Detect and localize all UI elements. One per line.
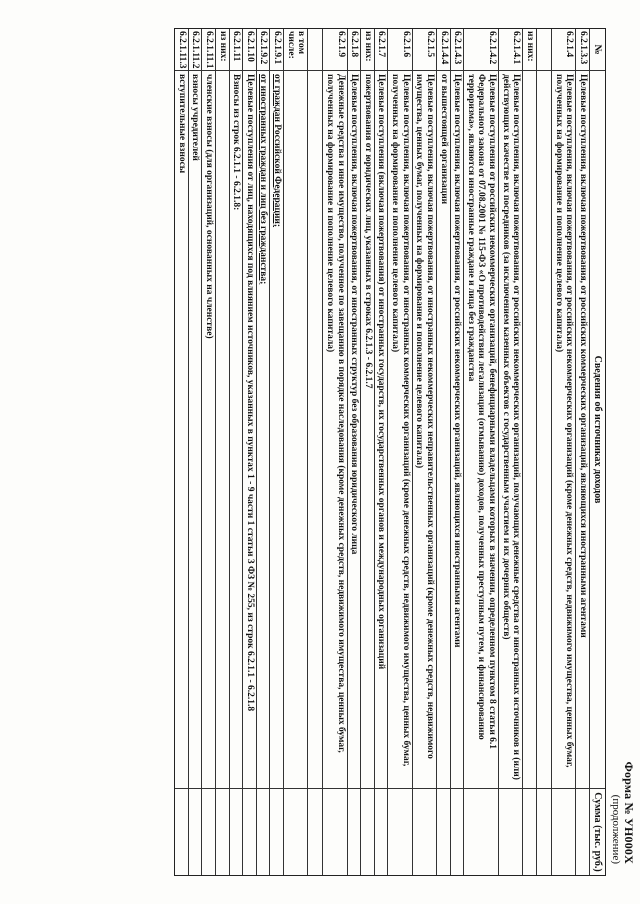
- row-number: 6.2.1.4: [552, 29, 575, 71]
- row-number: 6.2.1.9.1: [270, 29, 283, 71]
- row-number: 6.2.1.4.2: [464, 29, 498, 71]
- table-row: [436, 29, 450, 875]
- row-description: Целевые поступления, включая пожертвования, от российских некоммерческих организаций (кроме денежных средств, недвижимого имущества, ценных бумаг, полученных на формирование и пополнение целевого капитала): [552, 71, 575, 789]
- row-description: Целевые поступления, включая пожертвования, от российских некоммерческих организаций, являющихся иностранными агентами: [451, 71, 464, 789]
- table-row: [412, 29, 436, 875]
- row-sum-cell: [284, 789, 307, 875]
- table-row: [188, 29, 202, 875]
- table-row: [551, 29, 575, 875]
- row-description: Денежные средства и иное имущество, полученное по завещанию в порядке наследования (кроме денежных средств, недвижимого имущества, ценных бумаг, полученных на формирование и пополнение целевого капитала): [323, 71, 346, 789]
- row-sum-cell: [552, 789, 575, 875]
- row-description: от иностранных граждан и лиц без гражданства;: [257, 71, 270, 789]
- row-description: [284, 71, 307, 789]
- table-row: [201, 29, 215, 875]
- table-row: [450, 29, 464, 875]
- row-sum-cell: [499, 789, 522, 875]
- table-row: [522, 29, 536, 875]
- row-sum-cell: [175, 789, 188, 875]
- table-header-row: [589, 29, 605, 875]
- row-number: из них:: [361, 29, 374, 71]
- table-row: [387, 29, 411, 875]
- row-sum-cell: [523, 789, 536, 875]
- row-description: [537, 71, 551, 789]
- table-row: [283, 29, 307, 875]
- row-number: 6.2.1.11: [230, 29, 243, 71]
- row-sum-cell: [348, 789, 361, 875]
- row-number: 6.2.1.9: [323, 29, 346, 71]
- row-number: 6.2.1.4.1: [499, 29, 522, 71]
- row-sum-cell: [464, 789, 498, 875]
- row-number: 6.2.1.5: [413, 29, 436, 71]
- row-description: вступительные взносы: [175, 71, 188, 789]
- row-description: Целевые поступления, включая пожертвования, от иностранных структур без образования юридического лица: [348, 71, 361, 789]
- table-row: [360, 29, 374, 875]
- rotated-form-sheet: [80, 22, 640, 878]
- row-number: из них:: [523, 29, 536, 71]
- table-row: [347, 29, 361, 875]
- table-row: [256, 29, 270, 875]
- row-number: 6.2.1.11.2: [189, 29, 202, 71]
- row-description: Целевые поступления, включая пожертвования, от российских некоммерческих организаций, получающих денежные средства от иностранных источников и (или) действующих в качестве их посредников (за исключением казенных объектов с государственным участием и их дочерних обществ): [499, 71, 522, 789]
- row-description: пожертвования от юридических лиц, указанных в строках 6.2.1.3 - 6.2.1.7: [361, 71, 374, 789]
- table-row: [322, 29, 346, 875]
- row-number: 6.2.1.9.2: [257, 29, 270, 71]
- row-description: Взносы из строк 6.2.1.1 - 6.2.1.8:: [230, 71, 243, 789]
- row-description: Целевые поступления (включая пожертвования) от иностранных государств, их государственных органов и международных организаций: [375, 71, 388, 789]
- row-sum-cell: [537, 789, 551, 875]
- header-info: Сведения об источниках доходов: [590, 71, 605, 789]
- row-sum-cell: [576, 789, 589, 875]
- row-sum-cell: [202, 789, 215, 875]
- header-sum: Сумма (тыс. руб.): [592, 792, 603, 872]
- row-number: 6.2.1.3.3: [576, 29, 589, 71]
- header-number: №: [590, 29, 605, 71]
- row-number: 6.2.1.4.3: [451, 29, 464, 71]
- row-sum-cell: [375, 789, 388, 875]
- row-number: 6.2.1.6: [388, 29, 411, 71]
- row-sum-cell: [437, 789, 450, 875]
- row-sum-cell: [413, 789, 436, 875]
- row-sum-cell: [257, 789, 270, 875]
- row-number: [308, 29, 322, 71]
- row-description: [216, 71, 229, 789]
- row-description: Целевые поступления от лиц, находящихся под влиянием источников, указанных в пунктах 1 - 9 части 1 статьи 3 ФЗ № 255, из строк 6.2.1.1 - 6.2.1.8: [243, 71, 256, 789]
- table-row: [269, 29, 283, 875]
- row-description: взносы учредителей: [189, 71, 202, 789]
- row-description: [308, 71, 322, 789]
- table-row: [463, 29, 498, 875]
- row-description: членские взносы (для организаций, основанных на членстве): [202, 71, 215, 789]
- row-sum-cell: [361, 789, 374, 875]
- row-description: Целевые поступления, включая пожертвования, от иностранных коммерческих организаций (кроме денежных средств, недвижимого имущества, ценных бумаг, полученных на формирование и пополнение целевого капитала): [388, 71, 411, 789]
- row-sum-cell: [243, 789, 256, 875]
- row-description: от вышестоящей организации: [437, 71, 450, 789]
- row-number: 6.2.1.4.4: [437, 29, 450, 71]
- row-description: Целевые поступления, включая пожертвования, от российских коммерческих организаций, являющихся иностранными агентами: [576, 71, 589, 789]
- row-sum-cell: [189, 789, 202, 875]
- table-row: [575, 29, 589, 875]
- row-sum-cell: [323, 789, 346, 875]
- row-number: из них:: [216, 29, 229, 71]
- row-number: 6.2.1.10: [243, 29, 256, 71]
- row-number: [537, 29, 551, 71]
- table-row: [229, 29, 243, 875]
- table-row: [498, 29, 522, 875]
- row-number: 6.2.1.11.3: [175, 29, 188, 71]
- row-description: [523, 71, 536, 789]
- row-sum-cell: [230, 789, 243, 875]
- row-sum-cell: [308, 789, 322, 875]
- form-number: Форма № УН000Х: [622, 761, 636, 864]
- row-sum-cell: [270, 789, 283, 875]
- row-number: 6.2.1.8: [348, 29, 361, 71]
- row-description: от граждан Российской Федерации;: [270, 71, 283, 789]
- table-row: [175, 29, 188, 875]
- row-sum-cell: [451, 789, 464, 875]
- row-number: 6.2.1.11.1: [202, 29, 215, 71]
- row-description: Целевые поступления, включая пожертвования, от иностранных некоммерческих неправительственных организаций (кроме денежных средств, недвижимого имущества, ценных бумаг, полученных на формирование и пополнение целевого капитала): [413, 71, 436, 789]
- income-sources-table: [174, 28, 606, 876]
- row-number: в том числе:: [284, 29, 307, 71]
- table-row: [307, 29, 322, 875]
- table-row: [242, 29, 256, 875]
- row-sum-cell: [388, 789, 411, 875]
- form-continuation: (продолжение): [610, 794, 622, 864]
- row-description: Целевые поступления от российских некоммерческих организаций, бенефициарными владельцами которых в значении, определенном пунктом 8 статьи 6.1 Федерального закона от 07.08.2001 № 115-ФЗ «О противодействии легализации (отмыванию) доходов, полученных преступным путем, и финансированию терроризма», являются иностранные граждане и лица без гражданства: [464, 71, 498, 789]
- table-row: [374, 29, 388, 875]
- table-row: [215, 29, 229, 875]
- row-sum-cell: [216, 789, 229, 875]
- table-row: [536, 29, 551, 875]
- row-number: 6.2.1.7: [375, 29, 388, 71]
